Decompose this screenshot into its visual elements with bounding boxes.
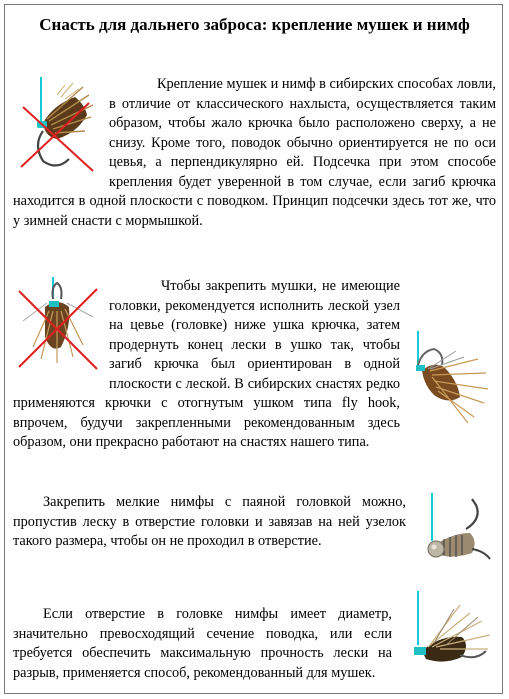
paragraph-4 <box>13 605 496 683</box>
article-title: Снасть для дальнего заброса: крепление мушек и нимф <box>39 15 470 34</box>
paragraph-2-text: Чтобы закрепить мушки, не имеющие головки, рекомендуется исполнить леской узел на цевье (головке) ниже ушка крючка, затем продернуть конец лески в ушко так, чтобы загиб крючка был ориентирован в одной плоскости с леской. В сибирских снастях редко применяются крючки с отогнутым ушком типа fly hook, впрочем, будучи закрепленными рекомендованным здесь образом, они прекрасно работают на снастях нашего типа. <box>13 278 400 450</box>
fly-wrong-1-image <box>13 75 101 180</box>
paragraph-2 <box>13 277 496 453</box>
fly-wrong-2-image <box>13 277 103 375</box>
fly-bottom-image <box>400 591 496 671</box>
paragraph-1-text: Крепление мушек и нимф в сибирских способах ловли, в отличие от классического нахлыста, осуществляется таким образом, чтобы жало крючка было расположено сверху, а не снизу. Кроме того, поводок обычно ориентируется не по оси цевья, а перпендикулярно ей. Подсечка при этом способе крепления будет уверенной в том случае, если загиб крючка находится в одной плоскости с поводком. Принцип подсечки здесь тот же, что у зимней снасти с мормышкой. <box>13 76 496 229</box>
nymph-image <box>414 493 496 585</box>
paragraph-3-text: Закрепить мелкие нимфы с паяной головкой можно, пропустив леску в отверстие головки и завязав на ней узелок такого размера, чтобы он не проходил в отверстие. <box>13 494 406 549</box>
paragraph-4-text: Если отверстие в головке нимфы имеет диаметр, значительно превосходящий сечение поводка, или если требуется обеспечить максимальную прочность лески на разрыв, применяется способ, рекомендованный для мушек. <box>13 606 392 681</box>
article-page <box>4 4 503 694</box>
paragraph-1 <box>13 75 496 231</box>
paragraph-3 <box>13 493 496 585</box>
fly-correct-image <box>408 331 496 431</box>
